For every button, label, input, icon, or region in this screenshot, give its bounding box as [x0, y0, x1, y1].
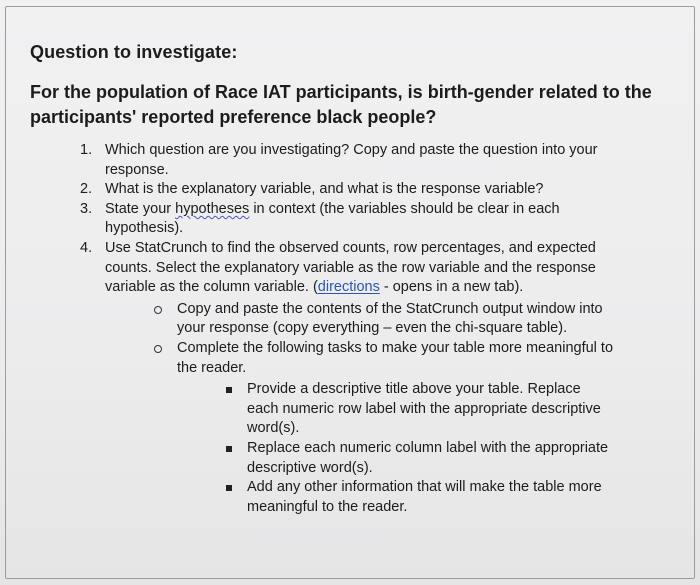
item-text-end: - opens in a new tab).	[379, 279, 524, 296]
task-text: Replace each numeric column label with the appropriate descriptive word(s).	[247, 439, 609, 476]
instructions-list	[80, 141, 640, 517]
square-bullet-icon	[226, 387, 232, 393]
sub-item-text: Copy and paste the contents of the StatCrunch output window into your response (copy everything – even the chi-square table).	[177, 300, 603, 337]
section-heading: Question to investigate:	[30, 42, 238, 62]
item-text-end: in context (the variables should be clear in each hypothesis).	[105, 200, 560, 237]
instruction-item-4	[80, 239, 640, 517]
item-number: 1.	[80, 142, 93, 158]
task-item	[223, 380, 613, 439]
instruction-item-2	[80, 180, 640, 200]
tasks-list	[223, 380, 613, 517]
sub-item-copy-output	[152, 300, 622, 339]
circle-bullet-icon	[154, 345, 162, 353]
sub-item-text: Complete the following tasks to make your table more meaningful to the reader.	[177, 339, 614, 376]
instruction-item-1	[80, 141, 640, 180]
investigation-question: For the population of Race IAT participants, is birth-gender related to the participants' reported preference black people?	[30, 82, 652, 127]
instruction-item-3	[80, 200, 640, 239]
task-item	[223, 439, 613, 478]
item-number: 3.	[80, 200, 93, 217]
item-number: 2.	[80, 181, 93, 198]
square-bullet-icon	[226, 446, 232, 452]
circle-bullet-icon	[154, 306, 162, 314]
item-text: Which question are you investigating? Copy and paste the question into your response.	[105, 142, 598, 178]
square-bullet-icon	[226, 485, 232, 491]
item-text: What is the explanatory variable, and what is the response variable?	[105, 181, 544, 198]
spellcheck-underlined-word: hypotheses	[175, 200, 250, 217]
item-text-start: Use StatCrunch to find the observed counts, row percentages, and expected counts. Select the explanatory variable as the row variable and the response variable as the column variable. (	[105, 239, 596, 296]
sub-item-complete-tasks	[152, 339, 622, 517]
item-text-start: State your	[105, 200, 176, 217]
task-text: Add any other information that will make the table more meaningful to the reader.	[247, 479, 602, 515]
sub-instructions-list	[152, 300, 622, 518]
task-text: Provide a descriptive title above your table. Replace each numeric row label with the appropriate descriptive word(s).	[247, 381, 601, 437]
task-item	[223, 478, 613, 517]
directions-link[interactable]: directions	[317, 279, 380, 296]
item-number: 4.	[80, 239, 93, 256]
